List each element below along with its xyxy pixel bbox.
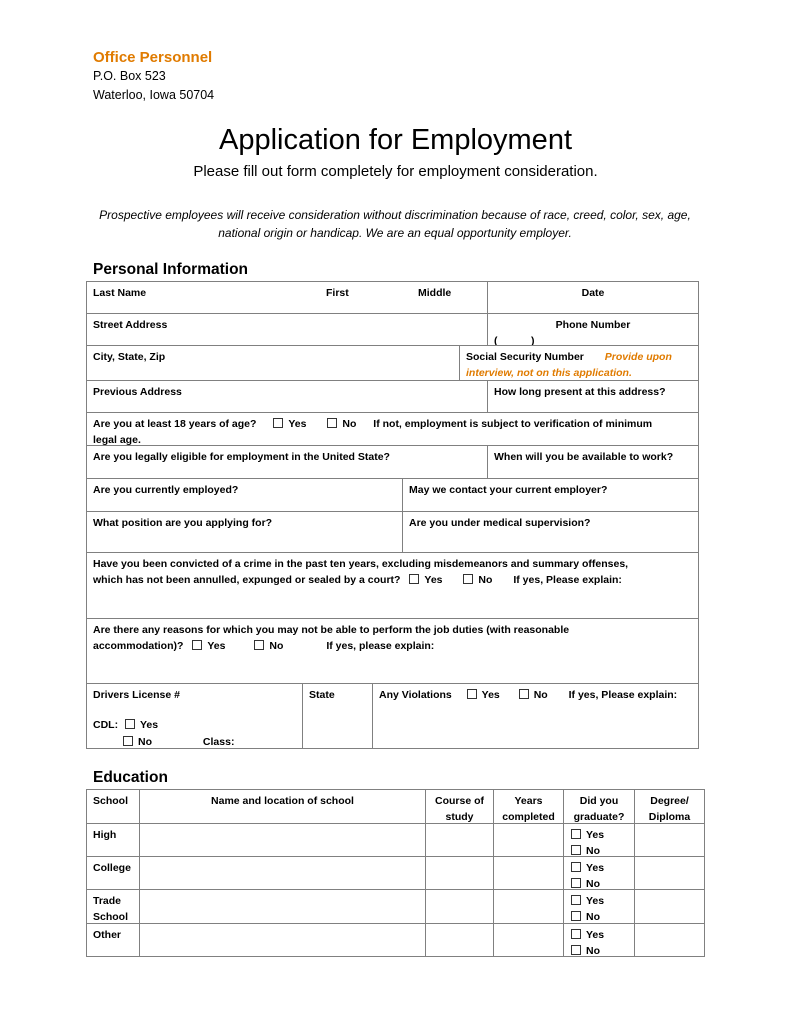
edu-row-college-degree[interactable] (634, 856, 705, 890)
phone-number-label: Phone Number (555, 319, 631, 331)
edu-row-high-years[interactable] (493, 823, 564, 857)
ssn-label: Social Security Number (466, 351, 584, 363)
availability-question: When will you be available to work? (494, 451, 674, 463)
edu-header-degree (634, 789, 705, 824)
first-name-label: First (326, 287, 349, 299)
age-no-checkbox[interactable] (327, 418, 337, 428)
company-address-line-1: P.O. Box 523 (93, 69, 166, 83)
job-duties-yes-checkbox[interactable] (192, 640, 202, 650)
cdl-yes-checkbox[interactable] (125, 719, 135, 729)
previous-address-field[interactable] (86, 380, 488, 413)
street-address-field[interactable] (86, 313, 488, 346)
violations-yes-checkbox[interactable] (467, 689, 477, 699)
edu-row-trade-label-line-1: Trade (93, 895, 122, 907)
edu-row-college-years[interactable] (493, 856, 564, 890)
other-graduate-no-checkbox[interactable] (571, 945, 581, 955)
contact-employer-question: May we contact your current employer? (409, 484, 608, 496)
eligibility-field[interactable] (86, 445, 488, 479)
violations-explain-label: If yes, Please explain: (568, 689, 678, 701)
edu-header-name-location-label: Name and location of school (211, 795, 354, 807)
edu-row-trade-degree[interactable] (634, 889, 705, 924)
trade-graduate-yes-checkbox[interactable] (571, 895, 581, 905)
edu-header-degree-line-1: Degree/ (650, 795, 689, 807)
time-at-address-field[interactable] (487, 380, 699, 413)
company-name: Office Personnel (93, 49, 213, 66)
edu-row-trade-name-location[interactable] (139, 889, 426, 924)
drivers-license-field[interactable] (86, 683, 303, 749)
high-graduate-yes-checkbox[interactable] (571, 829, 581, 839)
page-title: Application for Employment (219, 124, 572, 156)
crime-explain-label: If yes, Please explain: (513, 574, 622, 586)
time-at-address-label: How long present at this address? (494, 386, 666, 398)
edu-header-years-line-2: completed (502, 811, 555, 823)
edu-row-college-course[interactable] (425, 856, 494, 890)
edu-header-course-line-1: Course of (434, 795, 484, 807)
contact-employer-field[interactable] (402, 478, 699, 512)
college-graduate-no-checkbox[interactable] (571, 878, 581, 888)
violations-no-checkbox[interactable] (519, 689, 529, 699)
edu-row-trade-label-line-2: School (93, 911, 129, 923)
college-graduate-no-label: No (586, 878, 600, 890)
ssn-field[interactable] (459, 345, 699, 381)
street-address-label: Street Address (93, 319, 168, 331)
edu-row-trade-graduate (563, 889, 635, 924)
edu-header-graduate (563, 789, 635, 824)
phone-number-field[interactable] (487, 313, 699, 346)
edu-row-college-label (86, 856, 140, 890)
crime-question-line-2: which has not been annulled, expunged or sealed by a court? (93, 574, 401, 586)
crime-question-line-1: Have you been convicted of a crime in the past ten years, excluding misdemeanors and summary offenses, (93, 558, 629, 570)
job-duties-no-label: No (269, 640, 284, 652)
city-state-zip-field[interactable] (86, 345, 460, 381)
name-field[interactable] (86, 281, 488, 314)
currently-employed-question: Are you currently employed? (93, 484, 239, 496)
availability-field[interactable] (487, 445, 699, 479)
age-question-row (86, 412, 699, 446)
phone-area-close: ) (531, 335, 535, 346)
age-no-label: No (342, 418, 357, 430)
crime-yes-checkbox[interactable] (409, 574, 419, 584)
job-duties-question-line-1: Are there any reasons for which you may not be able to perform the job duties (with reasonable (93, 624, 570, 636)
edu-header-name-location (139, 789, 426, 824)
medical-supervision-field[interactable] (402, 511, 699, 553)
job-duties-question-row[interactable] (86, 618, 699, 684)
crime-no-label: No (478, 574, 493, 586)
edu-header-school-label: School (93, 795, 129, 807)
edu-row-trade-years[interactable] (493, 889, 564, 924)
eligibility-question: Are you legally eligible for employment in the United State? (93, 451, 390, 463)
class-label: Class: (202, 736, 235, 748)
job-duties-explain-label: If yes, please explain: (326, 640, 435, 652)
position-question: What position are you applying for? (93, 517, 273, 529)
violations-field[interactable] (372, 683, 699, 749)
license-state-field[interactable] (302, 683, 373, 749)
trade-graduate-no-checkbox[interactable] (571, 911, 581, 921)
crime-question-row[interactable] (86, 552, 699, 619)
drivers-license-label: Drivers License # (93, 689, 180, 701)
edu-header-years (493, 789, 564, 824)
edu-row-other-name-location[interactable] (139, 923, 426, 957)
previous-address-label: Previous Address (93, 386, 182, 398)
ssn-note-line-2: interview, not on this application. (466, 367, 632, 379)
page-subtitle: Please fill out form completely for employment consideration. (193, 163, 598, 180)
eeo-statement: Prospective employees will receive consideration without discrimination because of race, creed, color, sex, age, national origin or handicap. We are an equal opportunity employer. (99, 208, 691, 240)
edu-row-high-name-location[interactable] (139, 823, 426, 857)
crime-yes-label: Yes (424, 574, 443, 586)
crime-no-checkbox[interactable] (463, 574, 473, 584)
edu-header-graduate-line-2: graduate? (573, 811, 625, 823)
ssn-note-line-1: Provide upon (604, 351, 672, 363)
high-graduate-no-label: No (586, 845, 600, 857)
cdl-yes-label: Yes (140, 719, 159, 731)
cdl-no-checkbox[interactable] (123, 736, 133, 746)
edu-row-other-degree[interactable] (634, 923, 705, 957)
cdl-no-label: No (138, 736, 152, 748)
edu-row-other-course[interactable] (425, 923, 494, 957)
age-note-line-2: legal age. (93, 434, 141, 446)
phone-area-open: ( (494, 335, 498, 346)
job-duties-no-checkbox[interactable] (254, 640, 264, 650)
age-yes-checkbox[interactable] (273, 418, 283, 428)
high-graduate-no-checkbox[interactable] (571, 845, 581, 855)
license-state-label: State (309, 689, 335, 701)
age-yes-label: Yes (288, 418, 307, 430)
middle-name-label: Middle (418, 287, 452, 299)
last-name-label: Last Name (93, 287, 147, 299)
medical-supervision-question: Are you under medical supervision? (409, 517, 591, 529)
city-state-zip-label: City, State, Zip (93, 351, 166, 363)
edu-row-high-label (86, 823, 140, 857)
violations-yes-label: Yes (481, 689, 500, 701)
currently-employed-field[interactable] (86, 478, 403, 512)
edu-header-course-line-2: study (445, 811, 474, 823)
edu-row-other-years[interactable] (493, 923, 564, 957)
date-field[interactable] (487, 281, 699, 314)
edu-header-graduate-line-1: Did you (579, 795, 619, 807)
edu-row-high-graduate (563, 823, 635, 857)
age-note: If not, employment is subject to verification of minimum (373, 418, 653, 430)
edu-header-course (425, 789, 494, 824)
college-graduate-yes-label: Yes (586, 862, 605, 874)
edu-row-high-label-line-1: High (93, 829, 117, 841)
edu-row-trade-course[interactable] (425, 889, 494, 924)
edu-row-college-label-line-1: College (93, 862, 131, 874)
high-graduate-yes-label: Yes (586, 829, 605, 841)
position-field[interactable] (86, 511, 403, 553)
company-block (93, 48, 214, 105)
date-label: Date (581, 287, 605, 299)
edu-row-trade-label (86, 889, 140, 924)
edu-row-high-degree[interactable] (634, 823, 705, 857)
violations-label: Any Violations (379, 689, 452, 701)
edu-row-college-graduate (563, 856, 635, 890)
edu-header-school (86, 789, 140, 824)
edu-header-degree-line-2: Diploma (648, 811, 691, 823)
edu-row-college-name-location[interactable] (139, 856, 426, 890)
job-duties-question-line-2: accommodation)? (93, 640, 184, 652)
edu-row-other-label (86, 923, 140, 957)
other-graduate-yes-label: Yes (586, 929, 605, 941)
job-duties-yes-label: Yes (207, 640, 226, 652)
edu-row-high-course[interactable] (425, 823, 494, 857)
other-graduate-yes-checkbox[interactable] (571, 929, 581, 939)
company-address-line-2: Waterloo, Iowa 50704 (93, 88, 215, 102)
edu-header-years-line-1: Years (514, 795, 543, 807)
trade-graduate-no-label: No (586, 911, 600, 923)
cdl-label: CDL: (93, 719, 119, 731)
age-question-label: Are you at least 18 years of age? (93, 418, 257, 430)
college-graduate-yes-checkbox[interactable] (571, 862, 581, 872)
other-graduate-no-label: No (586, 945, 600, 957)
personal-information-heading: Personal Information (93, 261, 249, 278)
violations-no-label: No (533, 689, 548, 701)
edu-row-other-label-line-1: Other (93, 929, 122, 941)
education-heading: Education (93, 769, 168, 786)
edu-row-other-graduate (563, 923, 635, 957)
trade-graduate-yes-label: Yes (586, 895, 605, 907)
